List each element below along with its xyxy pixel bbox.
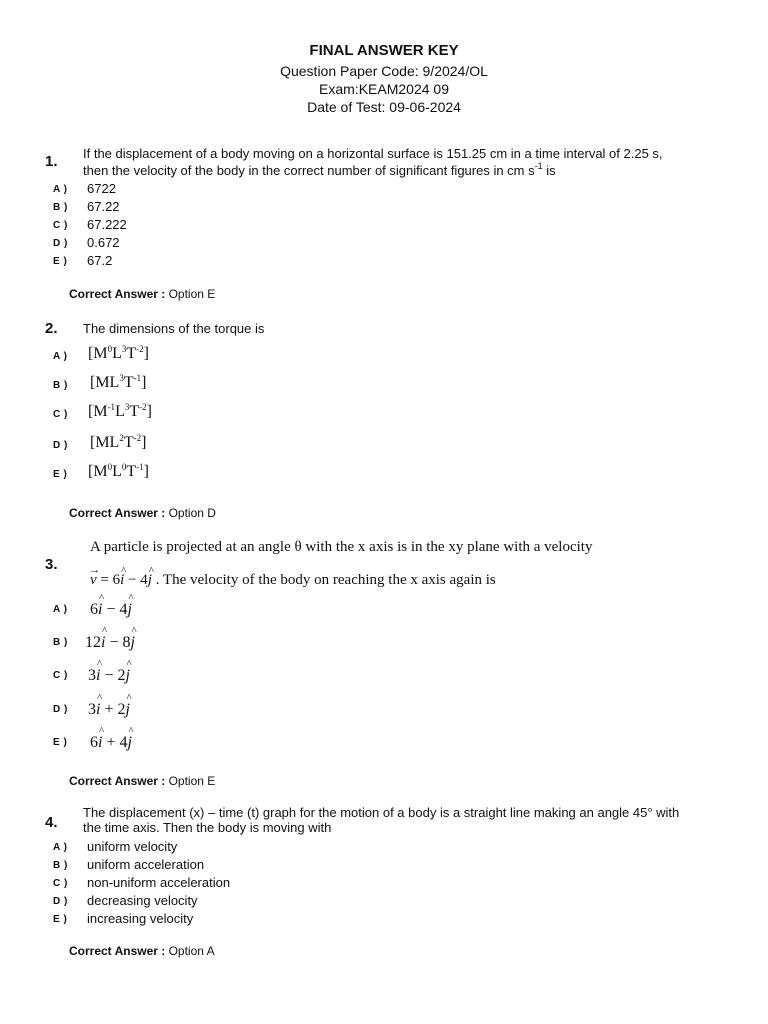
velocity-vector: v → (90, 571, 97, 589)
option-formula: $[ML^2T^{-2}]$ (90, 433, 147, 451)
option-text: uniform velocity (87, 839, 178, 854)
question-number: 4. (45, 814, 58, 831)
option-label: B ) (53, 637, 68, 648)
option-label: D ) (53, 704, 68, 715)
option-label: E ) (53, 737, 68, 748)
question-text-line: A particle is projected at an angle θ with the x axis is in the xy plane with a velocity (90, 539, 593, 555)
option-label: D ) (53, 238, 68, 249)
option-formula: $[M^0L^3T^{-2}]$ (88, 344, 149, 362)
option-text: increasing velocity (87, 911, 194, 926)
option-formula: 3i ^ − 2j ^ (88, 658, 132, 684)
correct-answer-label: Correct Answer : (69, 287, 166, 301)
question-text (83, 805, 733, 835)
option-text: 67.222 (87, 217, 127, 232)
option-text: 67.2 (87, 253, 113, 268)
option-formula: $[M^{-1}L^3T^{-2}]$ (88, 402, 152, 420)
correct-answer-value: Option D (168, 506, 216, 520)
option-label: D ) (53, 896, 68, 907)
correct-answer (69, 506, 216, 520)
correct-answer (69, 774, 215, 788)
option-label: C ) (53, 220, 68, 231)
option-label: A ) (53, 351, 68, 362)
option-label: A ) (53, 604, 68, 615)
option-label: A ) (53, 842, 68, 853)
correct-answer (69, 944, 215, 958)
question-text-line (83, 162, 733, 179)
question-text (83, 145, 733, 179)
correct-answer-value: Option E (168, 774, 216, 788)
vector-arrow: → (89, 564, 100, 576)
option-label: C ) (53, 670, 68, 681)
question-text-part: then the velocity of the body in the correct number of significant figures in cm s (83, 163, 535, 178)
correct-answer (69, 287, 215, 301)
option-label: C ) (53, 409, 68, 420)
option-formula: $[ML^3T^{-1}]$ (90, 373, 147, 391)
question-text-part: . The velocity of the body on reaching the x axis again is (155, 572, 496, 588)
correct-answer-label: Correct Answer : (69, 944, 166, 958)
option-text: 67.22 (87, 199, 120, 214)
question-text-line: The displacement (x) – time (t) graph for the motion of a body is a straight line making an angle 45° with (83, 805, 680, 820)
question-text-line: v → = 6i ^ − 4j ^ . The velocity of the body on reaching the x axis again is (90, 571, 730, 589)
correct-answer-value: Option A (168, 944, 215, 958)
hat-mark: ^ (121, 565, 127, 577)
correct-answer-value: Option E (168, 287, 216, 301)
option-formula: 12i ^ − 8j ^ (85, 625, 137, 651)
paper-code: Question Paper Code: 9/2024/OL (280, 63, 488, 79)
question-text-part: is (542, 163, 556, 178)
question-number: 1. (45, 153, 58, 170)
question-number: 3. (45, 556, 58, 573)
option-label: B ) (53, 380, 68, 391)
unit-vector-i: i ^ (120, 571, 124, 589)
option-label: C ) (53, 878, 68, 889)
superscript: -1 (534, 161, 543, 171)
correct-answer-label: Correct Answer : (69, 506, 166, 520)
question-number: 2. (45, 320, 58, 337)
unit-vector-j: j ^ (148, 571, 152, 589)
option-label: E ) (53, 914, 68, 925)
option-text: 6722 (87, 181, 116, 196)
option-text: uniform acceleration (87, 857, 205, 872)
option-formula: 3i ^ + 2j ^ (88, 692, 132, 718)
option-formula: 6i ^ − 4j ^ (90, 592, 134, 618)
option-text: 0.672 (87, 235, 120, 250)
test-date: Date of Test: 09-06-2024 (307, 99, 461, 115)
option-label: B ) (53, 202, 68, 213)
exam-name: Exam:KEAM2024 09 (319, 81, 449, 97)
option-text: decreasing velocity (87, 893, 198, 908)
option-text: non-uniform acceleration (87, 875, 231, 890)
option-label: E ) (53, 256, 68, 267)
question-text-line: the time axis. Then the body is moving with (83, 820, 332, 835)
option-formula: $[M^0L^0T^{-1}]$ (88, 462, 149, 480)
option-label: A ) (53, 184, 68, 195)
option-label: D ) (53, 440, 68, 451)
option-label: E ) (53, 469, 68, 480)
page-title: FINAL ANSWER KEY (309, 42, 459, 59)
question-text: The dimensions of the torque is (83, 321, 265, 336)
option-label: B ) (53, 860, 68, 871)
correct-answer-label: Correct Answer : (69, 774, 166, 788)
hat-mark: ^ (148, 565, 154, 577)
option-formula: 6i ^ + 4j ^ (90, 725, 134, 751)
question-text-line: If the displacement of a body moving on a horizontal surface is 151.25 cm in a time interval of 2.25 s, (83, 146, 663, 161)
